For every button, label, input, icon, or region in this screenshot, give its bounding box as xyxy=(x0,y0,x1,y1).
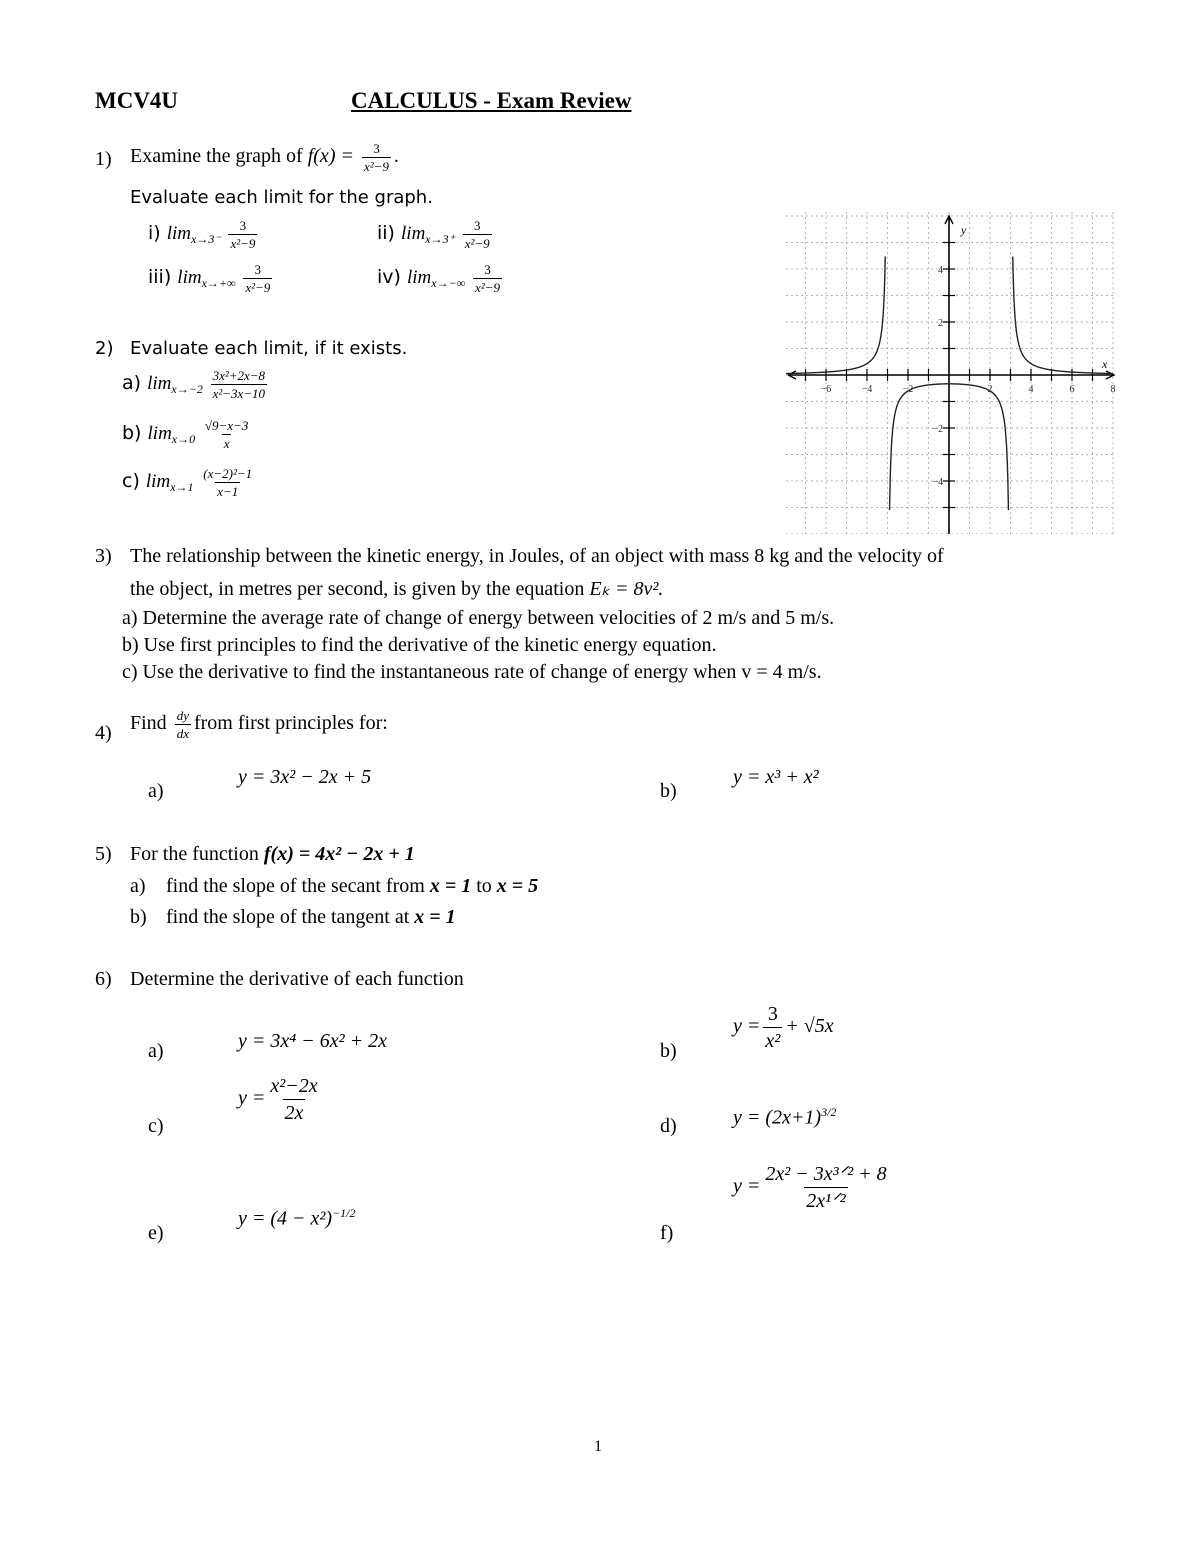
q1-ii-num: 3 xyxy=(473,218,481,233)
q1-i-num: 3 xyxy=(239,218,247,233)
q6-f-equation xyxy=(733,1162,892,1213)
q1-iv-lim: lim xyxy=(406,266,432,288)
q2-a-fraction xyxy=(211,368,267,401)
q6-e-exponent: −1/2 xyxy=(332,1206,356,1220)
q4-b-label: b) xyxy=(660,780,677,802)
q4-dydx xyxy=(175,708,191,741)
q6-e-label: e) xyxy=(148,1222,164,1244)
q2-a-sub: x→−2 xyxy=(171,381,203,396)
q6-a-label: a) xyxy=(148,1040,164,1062)
q1-i-fraction xyxy=(228,218,257,251)
q2-number: 2) xyxy=(95,338,114,359)
q6-f-label: f) xyxy=(660,1222,674,1244)
q4-number: 4) xyxy=(95,722,112,744)
x-tick-label: 4 xyxy=(1028,384,1034,395)
q2-c-sub: x→1 xyxy=(170,479,194,494)
graph-x-label: x xyxy=(1102,357,1108,371)
q2-c-den: x−1 xyxy=(217,484,239,499)
q6-f-fraction xyxy=(763,1162,888,1213)
q1-number: 1) xyxy=(95,148,112,170)
q4-title xyxy=(130,708,388,741)
q1-i-label: i) xyxy=(148,221,167,244)
q1-iii-den: x²−9 xyxy=(245,280,271,295)
q1-iii-num: 3 xyxy=(254,262,262,277)
x-tick-label: 8 xyxy=(1110,384,1116,395)
graph-grid xyxy=(786,212,1116,534)
q1-i-sub: x→3⁻ xyxy=(191,231,221,246)
x-tick-label: 2 xyxy=(987,384,993,395)
q6-b-num: 3 xyxy=(767,1003,778,1025)
q5-title-wrap xyxy=(130,843,415,866)
q1-i-lim: lim xyxy=(166,222,192,244)
graph-axes xyxy=(788,216,1114,534)
q2-b-num: √9−x−3 xyxy=(204,418,249,433)
q3-line2-wrap xyxy=(130,576,663,601)
q4-find: Find xyxy=(130,712,167,735)
q1-iii-lim: lim xyxy=(177,266,202,288)
q3-part-a: a) Determine the average rate of change of energy between velocities of 2 m/s and 5 m/s. xyxy=(122,607,835,629)
q6-b-post: + √5x xyxy=(785,1015,834,1038)
q6-d-label: d) xyxy=(660,1115,677,1137)
q6-f-pre: y = xyxy=(733,1175,761,1198)
q2-b xyxy=(122,418,253,451)
q6-c-num: x²−2x xyxy=(270,1075,318,1097)
right-branch xyxy=(1013,256,1113,373)
q6-c-pre: y = xyxy=(238,1087,266,1110)
q2-a-den: x²−3x−10 xyxy=(212,386,266,401)
q5-b-text: find the slope of the tangent at xyxy=(166,906,415,928)
q1-iv-fraction xyxy=(473,262,502,295)
q2-b-sub: x→0 xyxy=(171,431,196,446)
q1-ii-fraction xyxy=(463,218,492,251)
q1-ii-sub: x→3⁺ xyxy=(425,231,455,246)
q1-ii-lim: lim xyxy=(401,222,426,244)
q4-a-equation: y = 3x² − 2x + 5 xyxy=(238,766,372,788)
q6-b-den: x² xyxy=(763,1027,782,1053)
q2-b-lim: lim xyxy=(147,422,172,444)
q5-number: 5) xyxy=(95,843,112,865)
q5-a-x1: x = 1 xyxy=(429,875,472,897)
q6-f-num: 2x² − 3x³ᐟ² + 8 xyxy=(765,1163,887,1185)
q5-b-x: x = 1 xyxy=(414,906,456,928)
y-tick-label: −4 xyxy=(932,477,943,488)
q6-b-pre: y = xyxy=(733,1015,761,1038)
q2-a xyxy=(122,368,270,401)
q1-line2: Evaluate each limit for the graph. xyxy=(130,187,433,208)
function-graph xyxy=(786,212,1116,534)
q1-i-den: x²−9 xyxy=(230,236,256,251)
left-branch xyxy=(786,256,885,373)
q1-iv-den: x²−9 xyxy=(475,280,500,295)
q6-d-base: y = (2x+1) xyxy=(733,1106,822,1129)
q3-line2: the object, in metres per second, is given by the equation xyxy=(130,578,590,600)
q3-part-b: b) Use first principles to find the derivative of the kinetic energy equation. xyxy=(122,634,717,656)
course-code: MCV4U xyxy=(95,88,179,113)
x-tick-label: −6 xyxy=(820,384,832,395)
q6-f-den: 2x¹ᐟ² xyxy=(804,1187,847,1213)
page-title: CALCULUS - Exam Review xyxy=(351,88,632,113)
y-tick-label: 2 xyxy=(938,318,943,329)
q1-ii-label: ii) xyxy=(377,221,402,244)
q1-ii-den: x²−9 xyxy=(464,236,490,251)
q5-a-label: a) xyxy=(130,875,146,897)
q6-c-label: c) xyxy=(148,1115,164,1137)
page-number: 1 xyxy=(594,1438,602,1455)
q2-a-lim: lim xyxy=(147,372,172,394)
q3-part-c: c) Use the derivative to find the instantaneous rate of change of energy when v = 4 m/s. xyxy=(122,661,822,683)
q6-title: Determine the derivative of each function xyxy=(130,968,464,990)
q5-b-wrap xyxy=(166,906,456,929)
q2-a-label: a) xyxy=(122,371,148,394)
q2-c-fraction xyxy=(201,466,254,499)
y-tick-label: 4 xyxy=(938,265,943,276)
q2-a-num: 3x²+2x−8 xyxy=(212,368,266,383)
q1-limit-iii xyxy=(148,262,275,295)
q2-c-num: (x−2)²−1 xyxy=(203,466,253,481)
q6-e-base: y = (4 − x²) xyxy=(238,1207,333,1230)
q2-title: Evaluate each limit, if it exists. xyxy=(130,338,408,359)
q1-iv-label: iv) xyxy=(377,265,407,288)
q3-number: 3) xyxy=(95,545,112,567)
q5-a-text: find the slope of the secant from xyxy=(166,875,430,897)
q3-equation: Eₖ = 8v². xyxy=(589,578,664,600)
q6-b-label: b) xyxy=(660,1040,677,1062)
q1-iv-num: 3 xyxy=(484,262,491,277)
q3-line1: The relationship between the kinetic energy, in Joules, of an object with mass 8 kg and the velocity of xyxy=(130,545,944,567)
q6-b-fraction xyxy=(763,1002,782,1053)
q4-rest: from first principles for: xyxy=(193,712,388,735)
q1-frac-num: 3 xyxy=(373,141,380,156)
graph-y-label: y xyxy=(961,223,967,237)
q1-limit-iv xyxy=(377,262,505,295)
q6-d-exponent: 3/2 xyxy=(821,1105,837,1119)
q6-c-den: 2x xyxy=(283,1099,306,1125)
q4-dy: dy xyxy=(176,708,189,723)
q2-c xyxy=(122,466,257,499)
q5-title: For the function xyxy=(130,843,264,865)
q2-b-fraction xyxy=(203,418,250,451)
q1-limit-i xyxy=(148,218,260,251)
q2-c-label: c) xyxy=(122,469,146,492)
q1-intro: Examine the graph of xyxy=(130,145,308,168)
q6-a-equation: y = 3x⁴ − 6x² + 2x xyxy=(238,1030,387,1052)
q5-a-to: to xyxy=(471,875,497,897)
q5-a-x2: x = 5 xyxy=(496,875,539,897)
q4-dx: dx xyxy=(176,726,189,741)
q1-frac-den: x²−9 xyxy=(363,159,389,174)
q1-iii-label: iii) xyxy=(148,265,178,288)
q1-fraction xyxy=(362,141,391,174)
q6-b-equation xyxy=(733,1002,834,1053)
q1-iii-sub: x→+∞ xyxy=(201,275,236,290)
q5-b-label: b) xyxy=(130,906,147,928)
q4-a-label: a) xyxy=(148,780,164,802)
q6-e-equation xyxy=(238,1206,356,1231)
x-tick-label: 6 xyxy=(1069,384,1075,395)
x-tick-label: −2 xyxy=(902,384,914,395)
q1-iii-fraction xyxy=(243,262,272,295)
q4-b-equation: y = x³ + x² xyxy=(733,766,819,788)
x-tick-label: −4 xyxy=(861,384,873,395)
q6-c-fraction xyxy=(268,1074,319,1125)
q1-intro-line: Examine the graph of f(x) = $\frac{3}{\text{x²−9}}$ . xyxy=(130,141,399,174)
q2-b-label: b) xyxy=(122,421,148,444)
q2-c-lim: lim xyxy=(145,470,171,492)
y-tick-label: −2 xyxy=(932,424,943,435)
q5-function: f(x) = 4x² − 2x + 1 xyxy=(263,843,415,865)
q6-d-equation xyxy=(733,1105,836,1130)
q1-iv-sub: x→−∞ xyxy=(431,275,466,290)
q2-b-den: x xyxy=(223,436,230,451)
q1-fx: f(x) = xyxy=(307,145,359,168)
q5-a-wrap xyxy=(166,875,538,898)
q1-limit-ii xyxy=(377,218,495,251)
q6-number: 6) xyxy=(95,968,112,990)
q6-c-equation xyxy=(238,1074,323,1125)
